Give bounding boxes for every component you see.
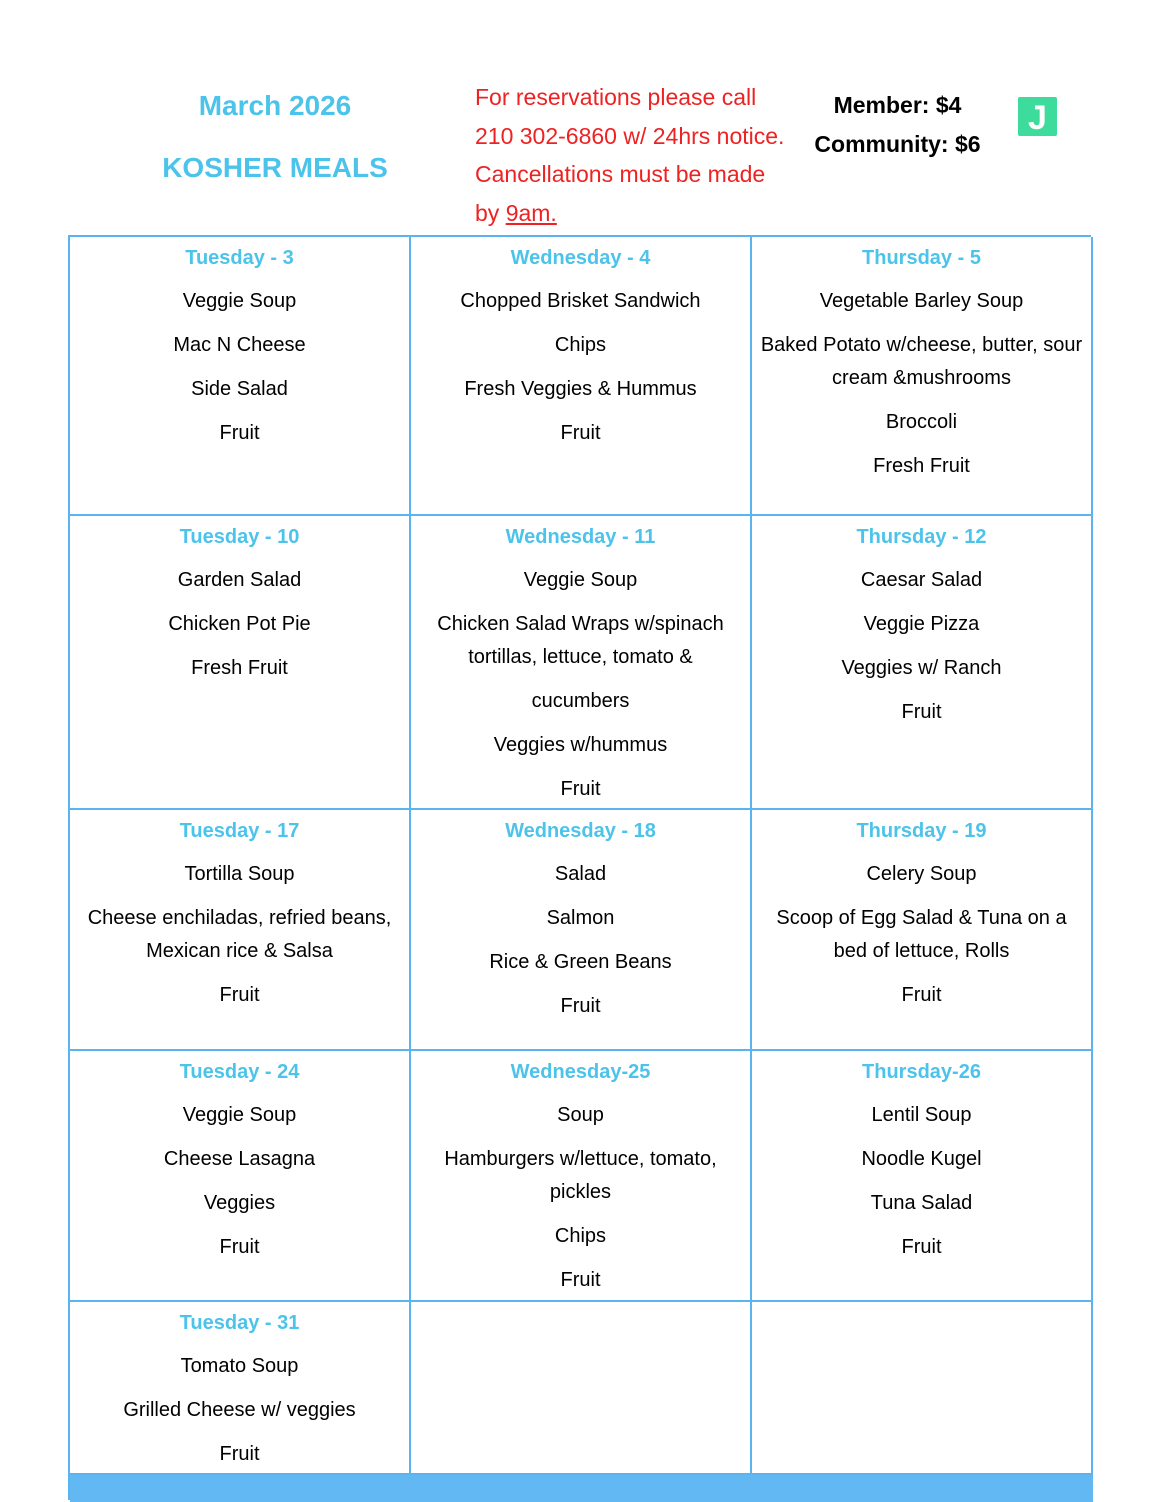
day-cell xyxy=(752,516,1093,810)
meal-item: Tuna Salad xyxy=(870,1192,973,1214)
meal-item: Garden Salad xyxy=(177,569,302,591)
day-label: Tuesday - 31 xyxy=(179,1312,300,1334)
meal-item: Fruit xyxy=(560,1269,601,1291)
meal-item: Fresh Fruit xyxy=(873,455,970,477)
day-label: Tuesday - 17 xyxy=(179,820,300,842)
member-price: Member: $4 xyxy=(833,92,962,118)
logo-letter: J xyxy=(1028,99,1047,136)
meal-item: Veggie Pizza xyxy=(863,613,980,635)
day-label: Thursday - 5 xyxy=(862,247,981,269)
meal-item: Fruit xyxy=(560,778,601,800)
meal-item: Fruit xyxy=(219,984,260,1006)
meal-item: Fruit xyxy=(901,701,942,723)
meal-item: Chips xyxy=(554,334,607,356)
meal-item: Fruit xyxy=(560,422,601,444)
meal-item: Cheese Lasagna xyxy=(163,1148,316,1170)
day-cell xyxy=(70,1302,411,1475)
j-logo-icon xyxy=(1018,97,1057,136)
day-label: Wednesday-25 xyxy=(510,1061,651,1083)
day-cell xyxy=(752,810,1093,1051)
meal-item: Veggie Soup xyxy=(182,1104,297,1126)
day-label: Wednesday - 18 xyxy=(505,820,656,842)
day-cell xyxy=(70,237,411,516)
meal-item: Chips xyxy=(554,1225,607,1247)
meal-item: Noodle Kugel xyxy=(861,1148,982,1170)
meal-item: Fresh Veggies & Hummus xyxy=(464,378,697,400)
meal-item: Fruit xyxy=(219,1236,260,1258)
empty-cell xyxy=(752,1302,1093,1475)
day-cell xyxy=(752,1051,1093,1302)
day-cell xyxy=(70,516,411,810)
meal-item: Veggie Soup xyxy=(523,569,638,591)
meal-item: Chicken Salad Wraps w/spinach tortillas, lettuce, tomato & xyxy=(437,613,724,668)
meal-item: Fruit xyxy=(901,984,942,1006)
reservation-notice xyxy=(475,78,785,232)
meal-item: Broccoli xyxy=(885,411,958,433)
meal-item: Fresh Fruit xyxy=(191,657,288,679)
community-price: Community: $6 xyxy=(814,131,981,157)
price-block xyxy=(790,86,1005,164)
day-cell xyxy=(411,810,752,1051)
meal-item: Side Salad xyxy=(191,378,288,400)
meal-item: Vegetable Barley Soup xyxy=(819,290,1024,312)
meal-item: Cheese enchiladas, refried beans, Mexican rice & Salsa xyxy=(87,907,392,962)
meal-item: Hamburgers w/lettuce, tomato, pickles xyxy=(444,1148,717,1203)
meal-item: Fruit xyxy=(901,1236,942,1258)
meal-item: Salmon xyxy=(546,907,615,929)
meal-item: Tortilla Soup xyxy=(184,863,295,885)
meal-item: Lentil Soup xyxy=(871,1104,972,1126)
day-label: Thursday-26 xyxy=(862,1061,981,1083)
day-label: Wednesday - 11 xyxy=(505,526,656,548)
meal-item: Veggies xyxy=(203,1192,276,1214)
day-cell xyxy=(411,237,752,516)
meal-item: Tomato Soup xyxy=(180,1355,299,1377)
meal-calendar xyxy=(68,235,1091,1500)
day-label: Wednesday - 4 xyxy=(510,247,651,269)
meal-item: cucumbers xyxy=(531,690,630,712)
meal-item: Chopped Brisket Sandwich xyxy=(460,290,701,312)
meal-item: Mac N Cheese xyxy=(173,334,306,356)
meal-item: Soup xyxy=(557,1104,604,1126)
meal-item: Celery Soup xyxy=(866,863,977,885)
day-cell xyxy=(752,237,1093,516)
meal-item: Fruit xyxy=(219,1443,260,1465)
meal-item: Veggies w/ Ranch xyxy=(841,657,1002,679)
day-label: Tuesday - 3 xyxy=(185,247,294,269)
day-label: Thursday - 19 xyxy=(856,820,987,842)
empty-cell xyxy=(411,1302,752,1475)
day-cell xyxy=(411,516,752,810)
day-label: Tuesday - 10 xyxy=(179,526,300,548)
day-label: Thursday - 12 xyxy=(856,526,987,548)
meal-item: Rice & Green Beans xyxy=(489,951,672,973)
meal-item: Baked Potato w/cheese, butter, sour cream &mushrooms xyxy=(760,334,1083,389)
meal-item: Salad xyxy=(554,863,607,885)
meal-item: Veggie Soup xyxy=(182,290,297,312)
cancellation-deadline: 9am. xyxy=(505,199,557,226)
footer-bar xyxy=(70,1475,1093,1502)
meal-item: Caesar Salad xyxy=(860,569,983,591)
reservation-notice-text: For reservations please call 210 302-6860 w/ 24hrs notice. Cancellations must be made by xyxy=(475,84,785,226)
meal-item: Grilled Cheese w/ veggies xyxy=(123,1399,356,1421)
meal-item: Chicken Pot Pie xyxy=(168,613,311,635)
day-cell xyxy=(70,1051,411,1302)
meal-item: Scoop of Egg Salad & Tuna on a bed of lettuce, Rolls xyxy=(776,907,1067,962)
meal-item: Fruit xyxy=(219,422,260,444)
day-label: Tuesday - 24 xyxy=(179,1061,300,1083)
month-title: March 2026 xyxy=(198,90,352,121)
meal-item: Fruit xyxy=(560,995,601,1017)
j-logo xyxy=(1018,97,1057,136)
day-cell xyxy=(411,1051,752,1302)
menu-title: KOSHER MEALS xyxy=(162,152,388,183)
day-cell xyxy=(70,810,411,1051)
meal-item: Veggies w/hummus xyxy=(493,734,668,756)
